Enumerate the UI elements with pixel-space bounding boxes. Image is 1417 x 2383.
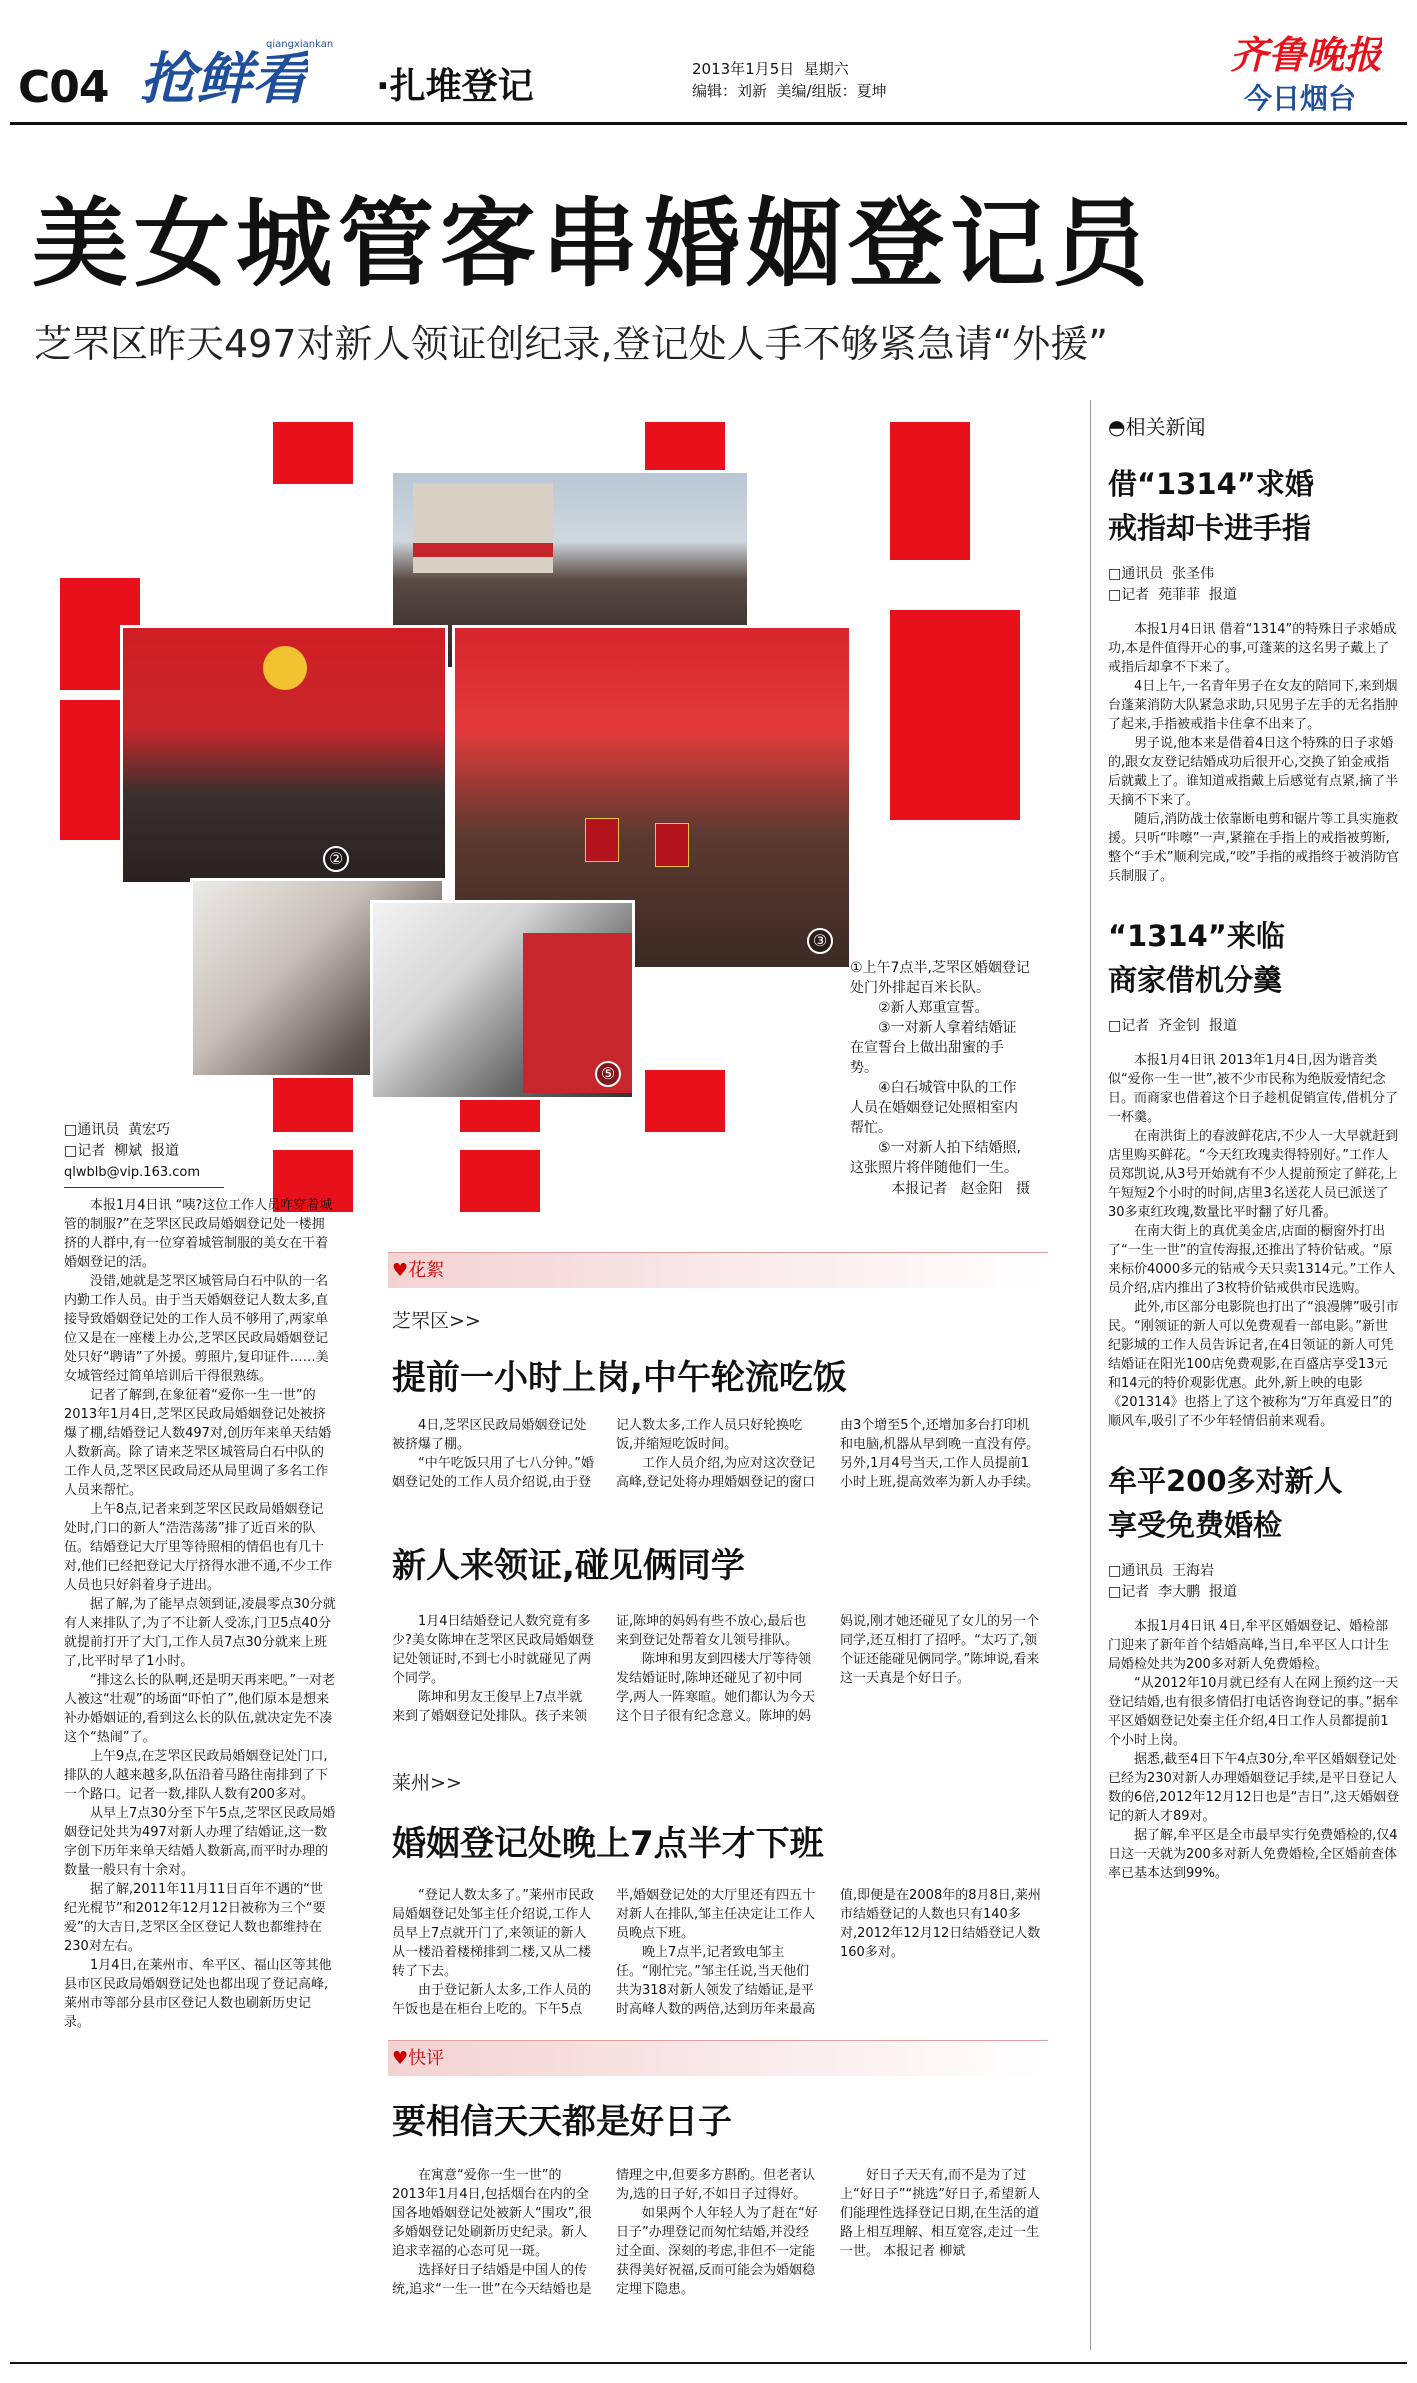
sidebar-story-1-title: 借“1314”求婚 bbox=[1108, 467, 1314, 501]
body-paragraph: 在南大街上的真优美金店,店面的橱窗外打出了“一生一世”的宣传海报,还推出了特价钻戒。“原来标价4000多元的钻戒今天只卖1314元。”工作人员介绍,店内推出了3枚特价钻戒供市民选购。 bbox=[1108, 1224, 1396, 1296]
body-paragraph: 上午9点,在芝罘区民政局婚姻登记处门口,排队的人越来越多,队伍沿着马路往南排到了下一个路口。记者一数,排队人数有200多对。 bbox=[64, 1749, 329, 1802]
photo-caption: ②新人郑重宣誓。 bbox=[878, 1000, 989, 1016]
body-paragraph: 1月4日,在莱州市、牟平区、福山区等其他县市区民政局婚姻登记处也都出现了登记高峰,莱州市等部分县市区登记人数也刷新历史记录。 bbox=[64, 1958, 332, 2030]
certificate-red bbox=[655, 823, 689, 867]
body-paragraph: 上午8点,记者来到芝罘区民政局婚姻登记处时,门口的新人“浩浩荡荡”排了近百米的队伍。结婚登记大厅里等待照相的情侣也有几十对,他们已经把登记大厅挤得水泄不通,不少工作人员也只好斜着身子进出。 bbox=[64, 1502, 333, 1593]
body-paragraph: 本报1月4日讯 “咦?这位工作人员咋穿着城管的制服?”在芝罘区民政局婚姻登记处一楼拥挤的人群中,有一位穿着城管制服的美女在干着婚姻登记的活。 bbox=[64, 1198, 333, 1270]
main-story bbox=[64, 1120, 336, 2032]
author-email: qlwblb@vip.163.com bbox=[64, 1165, 201, 1180]
byline: □记者 柳斌 报道 bbox=[64, 1143, 180, 1159]
body-paragraph: 选择好日子结婚是中国人的传统,追求“一生一世”在今天结婚也是情理之中,但要多方斟酌。但老者认为,选的日子好,不如日子过得好。 bbox=[392, 2168, 816, 2297]
region-label: 芝罘区>> bbox=[392, 1310, 481, 1332]
section-logo-pinyin: qiangxiankan bbox=[266, 39, 334, 50]
subhead-3-body bbox=[392, 1886, 1042, 2046]
byline: □记者 苑菲菲 报道 bbox=[1108, 587, 1238, 603]
byline: □通讯员 王海岩 bbox=[1108, 1563, 1215, 1579]
body-paragraph: 本报1月4日讯 4日,牟平区婚姻登记、婚检部门迎来了新年首个结婚高峰,当日,牟平区人口计生局婚检处共为200多对新人免费婚检。 bbox=[1108, 1619, 1390, 1672]
page-bottom-rule bbox=[10, 2362, 1407, 2364]
commentary-title: 要相信天天都是好日子 bbox=[392, 2102, 732, 2142]
sidebar-story-3-title: 享受免费婚检 bbox=[1108, 1508, 1283, 1542]
photo-captions bbox=[850, 958, 1030, 1200]
subhead-1: 提前一小时上岗,中午轮流吃饭 bbox=[392, 1358, 847, 1398]
sidebar-label: ◓相关新闻 bbox=[1108, 415, 1206, 439]
body-paragraph: 好日子天天有,而不是为了过上“好日子”“挑选”好日子,希望新人们能理性选择登记日期,在生活的道路上相互理解、相互宽容,走过一生一世。 本报记者 柳斌 bbox=[840, 2168, 1041, 2259]
sidebar-story-3-title: 牟平200多对新人 bbox=[1108, 1464, 1343, 1498]
body-paragraph: 没错,她就是芝罘区城管局白石中队的一名内勤工作人员。由于当天婚姻登记人数太多,直接导致婚姻登记处的工作人员不够用了,两家单位又是在一座楼上办公,芝罘区民政局婚姻登记处只好“聘请”了外援。剪照片,复印证件……美女城管经过简单培训后干得很熟练。 bbox=[64, 1274, 329, 1384]
photo-caption: ①上午7点半,芝罘区婚姻登记处门外排起百米长队。 bbox=[850, 960, 1030, 996]
headline: 美女城管客串婚姻登记员 bbox=[32, 188, 1154, 300]
body-paragraph: 4日,芝罘区民政局婚姻登记处被挤爆了棚。 bbox=[392, 1418, 587, 1452]
sidebar-story-2-title: “1314”来临 bbox=[1108, 919, 1285, 953]
photo-oath bbox=[120, 625, 448, 885]
body-paragraph: 从早上7点30分至下午5点,芝罘区民政局婚姻登记处共为497对新人办理了结婚证,这一数字创下历年来单天结婚人数新高,而平时办理的数量一般只有十余对。 bbox=[64, 1806, 336, 1878]
subhead-2: 新人来领证,碰见俩同学 bbox=[392, 1546, 745, 1586]
body-paragraph: 1月4日结婚登记人数究竟有多少?美女陈坤在芝罘区民政局婚姻登记处领证时,不到七小时就碰见了两个同学。 bbox=[392, 1614, 594, 1686]
page-number: C04 bbox=[18, 62, 109, 113]
body-paragraph: 本报1月4日讯 2013年1月4日,因为谐音类似“爱你一生一世”,被不少市民称为绝版爱情纪念日。而商家也借着这个日子趁机促销宣传,借机分了一杯羹。 bbox=[1108, 1053, 1399, 1125]
sidebar-divider bbox=[1090, 400, 1091, 2350]
body-paragraph: “中午吃饭只用了七八分钟。”婚姻登记处的工作人员介绍说,由于登记人数太多,工作人员只好轮换吃饭,并缩短吃饭时间。 bbox=[392, 1418, 803, 1490]
body-paragraph: 如果两个人年轻人为了赶在“好日子”办理登记而匆忙结婚,并没经过全面、深刻的考虑,非但不一定能获得美好祝福,反而可能会为婚姻稳定埋下隐患。 bbox=[616, 2206, 818, 2297]
commentary-body bbox=[392, 2166, 1042, 2336]
byline: □记者 齐金钊 报道 bbox=[1108, 1018, 1238, 1034]
body-paragraph: 据了解,2011年11月11日百年不遇的“世纪光棍节”和2012年12月12日被称为三个“要爱”的大吉日,芝罘区全区登记人数也都维持在230对左右。 bbox=[64, 1882, 326, 1954]
section-name: ·扎堆登记 bbox=[376, 66, 534, 107]
body-paragraph: 男子说,他本来是借着4日这个特殊的日子求婚的,跟女友登记结婚成功后很开心,交换了铂金戒指后就戴上了。谁知道戒指戴上后感觉有点紧,摘了半天摘不下来了。 bbox=[1108, 736, 1399, 808]
body-paragraph: 由于登记新人太多,工作人员的午饭也是在柜台上吃的。下午5点半,婚姻登记处的大厅里还有四五十对新人在排队,邹主任决定让工作人员晚点下班。 bbox=[392, 1888, 816, 2017]
body-paragraph: 随后,消防战士依靠断电剪和锯片等工具实施救援。只听“咔嚓”一声,紧箍在手指上的戒指被剪断,整个“手术”顺利完成,“咬”手指的戒指终于被消防官兵制服了。 bbox=[1108, 812, 1400, 884]
sidebar-story-2-title: 商家借机分羹 bbox=[1108, 963, 1283, 997]
edition-name: 今日烟台 bbox=[1244, 82, 1357, 115]
emblem-icon bbox=[263, 646, 307, 690]
paper-name: 齐鲁晚报 bbox=[1230, 33, 1383, 77]
red-block bbox=[890, 610, 1020, 820]
photo-caption: ③一对新人拿着结婚证在宣誓台上做出甜蜜的手势。 bbox=[850, 1020, 1017, 1076]
red-block bbox=[273, 422, 353, 484]
photo-number: ③ bbox=[807, 928, 833, 954]
photo-credit: 本报记者 赵金阳 摄 bbox=[891, 1181, 1030, 1197]
red-block bbox=[890, 422, 970, 560]
certificate-red bbox=[585, 818, 619, 862]
sidebar bbox=[1108, 410, 1400, 1883]
body-paragraph: 本报1月4日讯 借着“1314”的特殊日子求婚成功,本是件值得开心的事,可蓬莱的这名男子戴上了戒指后却拿不下来了。 bbox=[1108, 622, 1397, 675]
banner-shape bbox=[413, 543, 553, 557]
subhead-2-body bbox=[392, 1612, 1042, 1772]
byline: □记者 李大鹏 报道 bbox=[1108, 1584, 1238, 1600]
body-paragraph: 据悉,截至4日下午4点30分,牟平区婚姻登记处已经为230对新人办理婚姻登记手续,是平日登记人数的6倍,2012年12月12日也是“吉日”,这天婚姻登记的新人才89对。 bbox=[1108, 1752, 1400, 1824]
subhead-3: 婚姻登记处晚上7点半才下班 bbox=[392, 1824, 824, 1864]
body-paragraph: 据了解,牟平区是全市最早实行免费婚检的,仅4日这一天就为200多对新人免费婚检,全区婚前查体率已基本达到99%。 bbox=[1108, 1828, 1398, 1881]
body-paragraph: 晚上7点半,记者致电邹主任。“刚忙完。”邹主任说,当天他们共为318对新人领发了结婚证,是平时高峰人数的两倍,达到历年来最高值,即便是在2008年的8月8日,莱州市结婚登记的人数也只有140多对,2012年12月12日结婚登记人数160多对。 bbox=[616, 1888, 1041, 2017]
body-paragraph: 工作人员介绍,为应对这次登记高峰,登记处将办理婚姻登记的窗口由3个增至5个,还增加多台打印机和电脑,机器从早到晚一直没有停。另外,1月4号当天,工作人员提前1小时上班,提高效率为新人办手续。 bbox=[616, 1418, 1040, 1490]
subheadline: 芝罘区昨天497对新人领证创纪录,登记处人手不够紧急请“外援” bbox=[34, 322, 1108, 366]
subhead-1-body bbox=[392, 1416, 1042, 1561]
body-paragraph: 在寓意“爱你一生一世”的2013年1月4日,包括烟台在内的全国各地婚姻登记处被新人“围攻”,很多婚姻登记处刷新历史纪录。新人追求幸福的心态可见一斑。 bbox=[392, 2168, 592, 2259]
editor-credits: 编辑：刘新 美编/组版：夏坤 bbox=[692, 82, 887, 100]
body-paragraph: 据了解,为了能早点领到证,凌晨零点30分就有人来排队了,为了不让新人受冻,门卫5点40分就提前打开了大门,工作人员7点30分就来上班了,比平时早了1小时。 bbox=[64, 1597, 336, 1669]
section-bar-huaxu bbox=[388, 1252, 1048, 1288]
body-paragraph: “从2012年10月就已经有人在网上预约这一天登记结婚,也有很多情侣打电话咨询登记的事。”据牟平区婚姻登记处秦主任介绍,4日工作人员都提前1个小时上岗。 bbox=[1108, 1676, 1399, 1748]
sidebar-story-1-title: 戒指却卡进手指 bbox=[1108, 511, 1312, 545]
section-bar-kuaiping bbox=[388, 2040, 1048, 2076]
body-paragraph: “排这么长的队啊,还是明天再来吧。”一对老人被这“壮观”的场面“吓怕了”,他们原本是想来补办婚姻证的,看到这么长的队伍,就决定先不凑这个“热闹”了。 bbox=[64, 1673, 336, 1745]
sidebar-story-1-body bbox=[1108, 620, 1400, 886]
body-paragraph: “登记人数太多了。”莱州市民政局婚姻登记处邹主任介绍说,工作人员早上7点就开门了,来领证的新人从一楼沿着楼梯排到二楼,又从二楼转了下去。 bbox=[392, 1888, 594, 1979]
byline: □通讯员 张圣伟 bbox=[1108, 566, 1215, 582]
sidebar-story-2-body bbox=[1108, 1051, 1400, 1431]
masthead-rule bbox=[10, 122, 1407, 125]
photo-number: ② bbox=[323, 846, 349, 872]
body-paragraph: 此外,市区部分电影院也打出了“浪漫牌”吸引市民。“刚领证的新人可以免费观看一部电影。”新世纪影城的工作人员告诉记者,在4日领证的新人可凭结婚证在阳光100店免费观影,在百盛店享受13元和14元的特价观影优惠。此外,新上映的电影《201314》也搭上了这个被称为“万年真爱日”的顺风车,吸引了不少年轻情侣前来观看。 bbox=[1108, 1300, 1399, 1429]
byline: □通讯员 黄宏巧 bbox=[64, 1122, 171, 1138]
section-tag-huaxu: ♥花絮 bbox=[392, 1260, 445, 1281]
building-shape bbox=[413, 483, 553, 573]
body-paragraph: 陈坤和男友王俊早上7点半就来到了婚姻登记处排队。孩子来领证,陈坤的妈妈有些不放心,最后也来到登记处帮着女儿领号排队。 bbox=[392, 1614, 807, 1724]
red-block bbox=[645, 1070, 725, 1132]
body-paragraph: 陈坤和男友到四楼大厅等待领发结婚证时,陈坤还碰见了初中同学,两人一阵寒暄。她们都认为今天这个日子很有纪念意义。陈坤的妈妈说,刚才她还碰见了女儿的另一个同学,还互相打了招呼。“太巧了,领个证还能碰见俩同学。”陈坤说,看来这一天真是个好日子。 bbox=[616, 1614, 1040, 1724]
section-tag-kuaiping: ♥快评 bbox=[392, 2048, 445, 2069]
body-paragraph: 4日上午,一名青年男子在女友的陪同下,来到烟台蓬莱消防大队紧急求助,只见男子左手的无名指肿了起来,手指被戒指卡住拿不出来了。 bbox=[1108, 679, 1399, 732]
issue-date: 2013年1月5日 星期六 bbox=[692, 60, 849, 78]
body-paragraph: 在南洪街上的春波鲜花店,不少人一大早就赶到店里购买鲜花。“今天红玫瑰卖得特别好。”工作人员郑凯说,从3号开始就有不少人提前预定了鲜花,上午短短2个小时的时间,店里3名送花人员已派送了30多束红玫瑰,数量比平时翻了好几番。 bbox=[1108, 1129, 1399, 1220]
photo-number: ⑤ bbox=[595, 1061, 621, 1087]
red-block bbox=[460, 1150, 540, 1212]
region-label: 莱州>> bbox=[392, 1772, 462, 1794]
photo-wedding-shot bbox=[370, 900, 635, 1100]
body-paragraph: 记者了解到,在象征着“爱你一生一世”的2013年1月4日,芝罘区民政局婚姻登记处被挤爆了棚,结婚登记人数497对,创历年来单天结婚人数新高。除了请来芝罘区城管局白石中队的工作人员,芝罘区民政局还从局里调了多名工作人员来帮忙。 bbox=[64, 1388, 332, 1498]
photo-caption: ④白石城管中队的工作人员在婚姻登记处照相室内帮忙。 bbox=[850, 1080, 1018, 1136]
section-logo: 抢鲜看 bbox=[140, 47, 308, 112]
byline-rule bbox=[64, 1187, 224, 1188]
photo-caption: ⑤一对新人拍下结婚照,这张照片将伴随他们一生。 bbox=[850, 1140, 1022, 1176]
sidebar-story-3-body bbox=[1108, 1617, 1400, 1883]
